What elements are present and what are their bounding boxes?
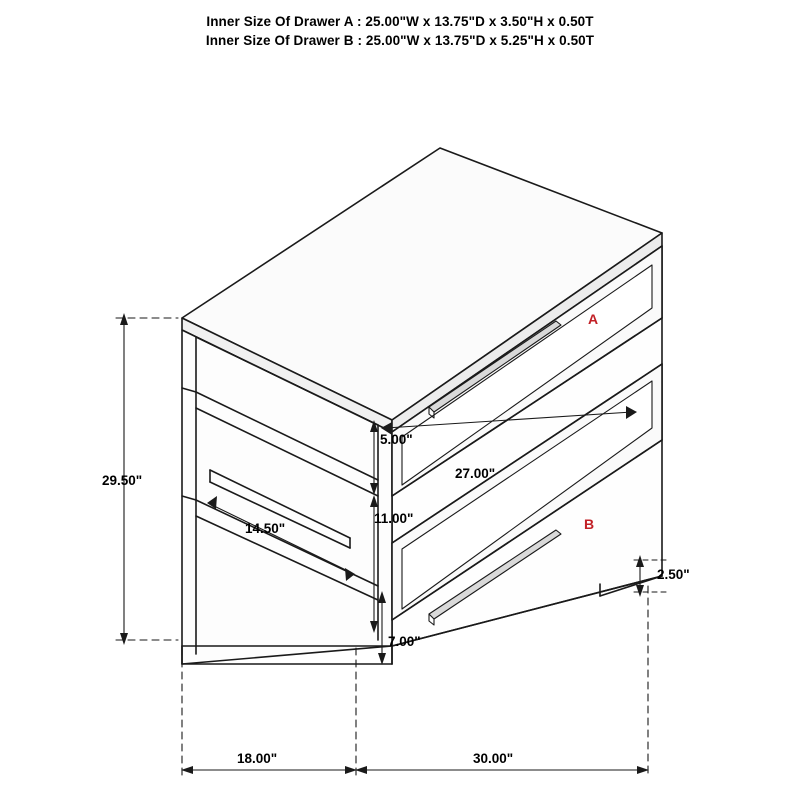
spec-line-drawer-a: Inner Size Of Drawer A : 25.00"W x 13.75"D x 3.50"H x 0.50T (206, 14, 594, 29)
dim-leg-height: 2.50" (657, 567, 690, 582)
dim-interior-width: 27.00" (455, 466, 496, 481)
dim-depth: 14.50" (245, 521, 286, 536)
dim-side-depth: 18.00" (237, 751, 278, 766)
dim-overall-height: 29.50" (102, 473, 143, 488)
spec-line-drawer-b: Inner Size Of Drawer B : 25.00"W x 13.75"D x 5.25"H x 0.50T (205, 33, 595, 48)
dim-drawer-a-height: 5.00" (380, 432, 413, 447)
drawer-tag-b: B (584, 516, 595, 532)
drawer-tag-a: A (588, 311, 599, 327)
dim-front-width: 30.00" (473, 751, 514, 766)
dim-drawer-b-height: 7.00" (388, 634, 421, 649)
dim-interior-height: 11.00" (374, 511, 414, 526)
